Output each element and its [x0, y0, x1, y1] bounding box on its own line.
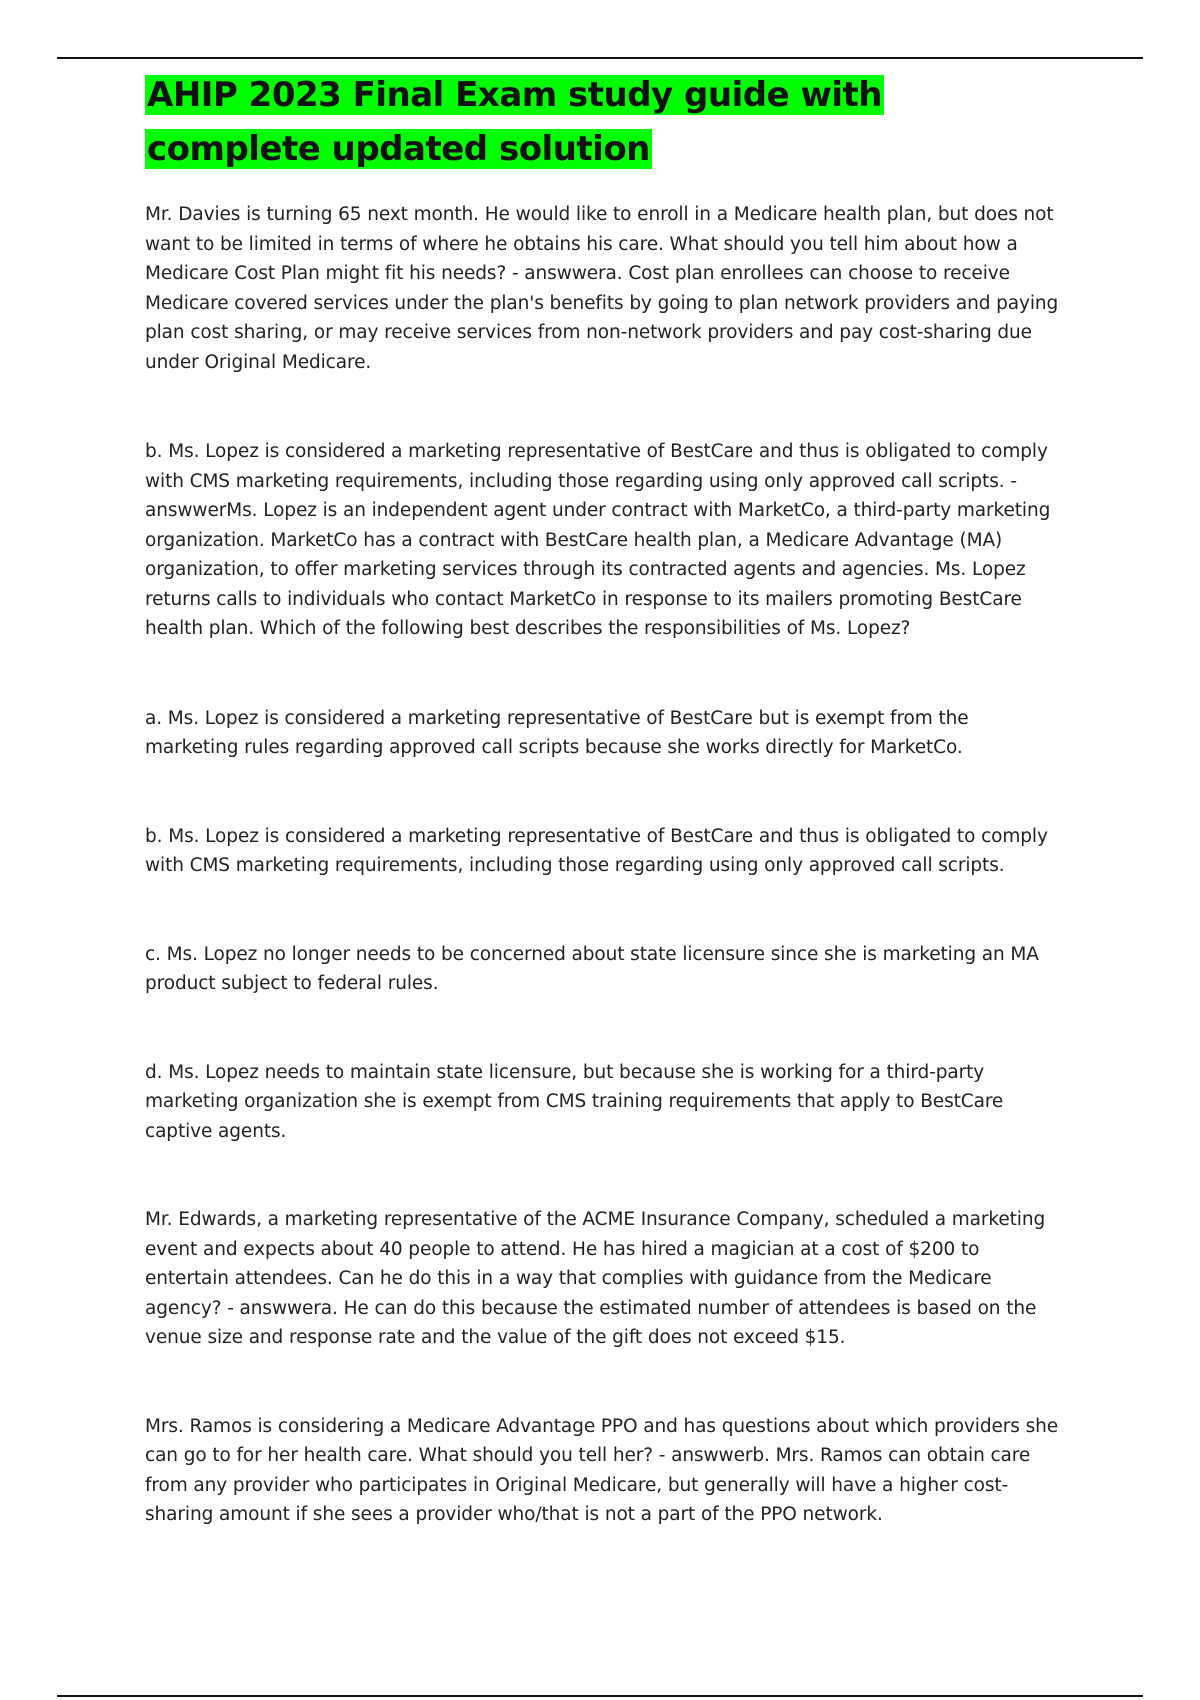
document-title-text: AHIP 2023 Final Exam study guide with complete updated solution: [147, 75, 883, 169]
footer-rule: [57, 1695, 1143, 1697]
paragraph-edwards-event: Mr. Edwards, a marketing representative of the ACME Insurance Company, scheduled a marketing event and expects about 40 people to attend. He has hired a magician at a cost of $200 to entertain attendees. Can he do this in a way that complies with guidance from the Medicare agency? - answwera. He can do this because the estimated number of attendees is based on the venue size and response rate and the value of the gift does not exceed $15.: [145, 1209, 1046, 1348]
paragraph-lopez-question: b. Ms. Lopez is considered a marketing representative of BestCare and thus is obligated to comply with CMS marketing requirements, including those regarding using only approved call scripts. - answwerMs. Lopez is an independent agent under contract with MarketCo, a third-party marketing organization. MarketCo has a contract with BestCare health plan, a Medicare Advantage (MA) organization, to offer marketing services through its contracted agents and agencies. Ms. Lopez returns calls to individuals who contact MarketCo in response to its mailers promoting BestCare health plan. Which of the following best describes the responsibilities of Ms. Lopez?: [145, 441, 1051, 639]
paragraph-option-a: a. Ms. Lopez is considered a marketing representative of BestCare but is exempt from the marketing rules regarding approved call scripts because she works directly for MarketCo.: [145, 707, 969, 758]
paragraph-option-b: b. Ms. Lopez is considered a marketing representative of BestCare and thus is obligated to comply with CMS marketing requirements, including those regarding using only approved call scripts.: [145, 825, 1048, 876]
paragraph-davies-cost-plan: Mr. Davies is turning 65 next month. He would like to enroll in a Medicare health plan, but does not want to be limited in terms of where he obtains his care. What should you tell him about how a Medicare Cost Plan might fit his needs? - answwera. Cost plan enrollees can choose to receive Medicare covered services under the plan's benefits by going to plan network providers and paying plan cost sharing, or may receive services from non-network providers and pay cost-sharing due under Original Medicare.: [145, 204, 1059, 373]
document-title: [145, 68, 1065, 176]
paragraph-ramos-ppo: Mrs. Ramos is considering a Medicare Advantage PPO and has questions about which providers she can go to for her health care. What should you tell her? - answwerb. Mrs. Ramos can obtain care from any provider who participates in Original Medicare, but generally will have a higher cost-sharing amount if she sees a provider who/that is not a part of the PPO network.: [145, 1415, 1059, 1525]
paragraph-option-c: c. Ms. Lopez no longer needs to be concerned about state licensure since she is marketing an MA product subject to federal rules.: [145, 943, 1039, 994]
header-rule: [57, 57, 1143, 59]
paragraph-option-d: d. Ms. Lopez needs to maintain state licensure, but because she is working for a third-party marketing organization she is exempt from CMS training requirements that apply to BestCare captive agents.: [145, 1061, 1004, 1142]
document-body: [145, 68, 1065, 1530]
